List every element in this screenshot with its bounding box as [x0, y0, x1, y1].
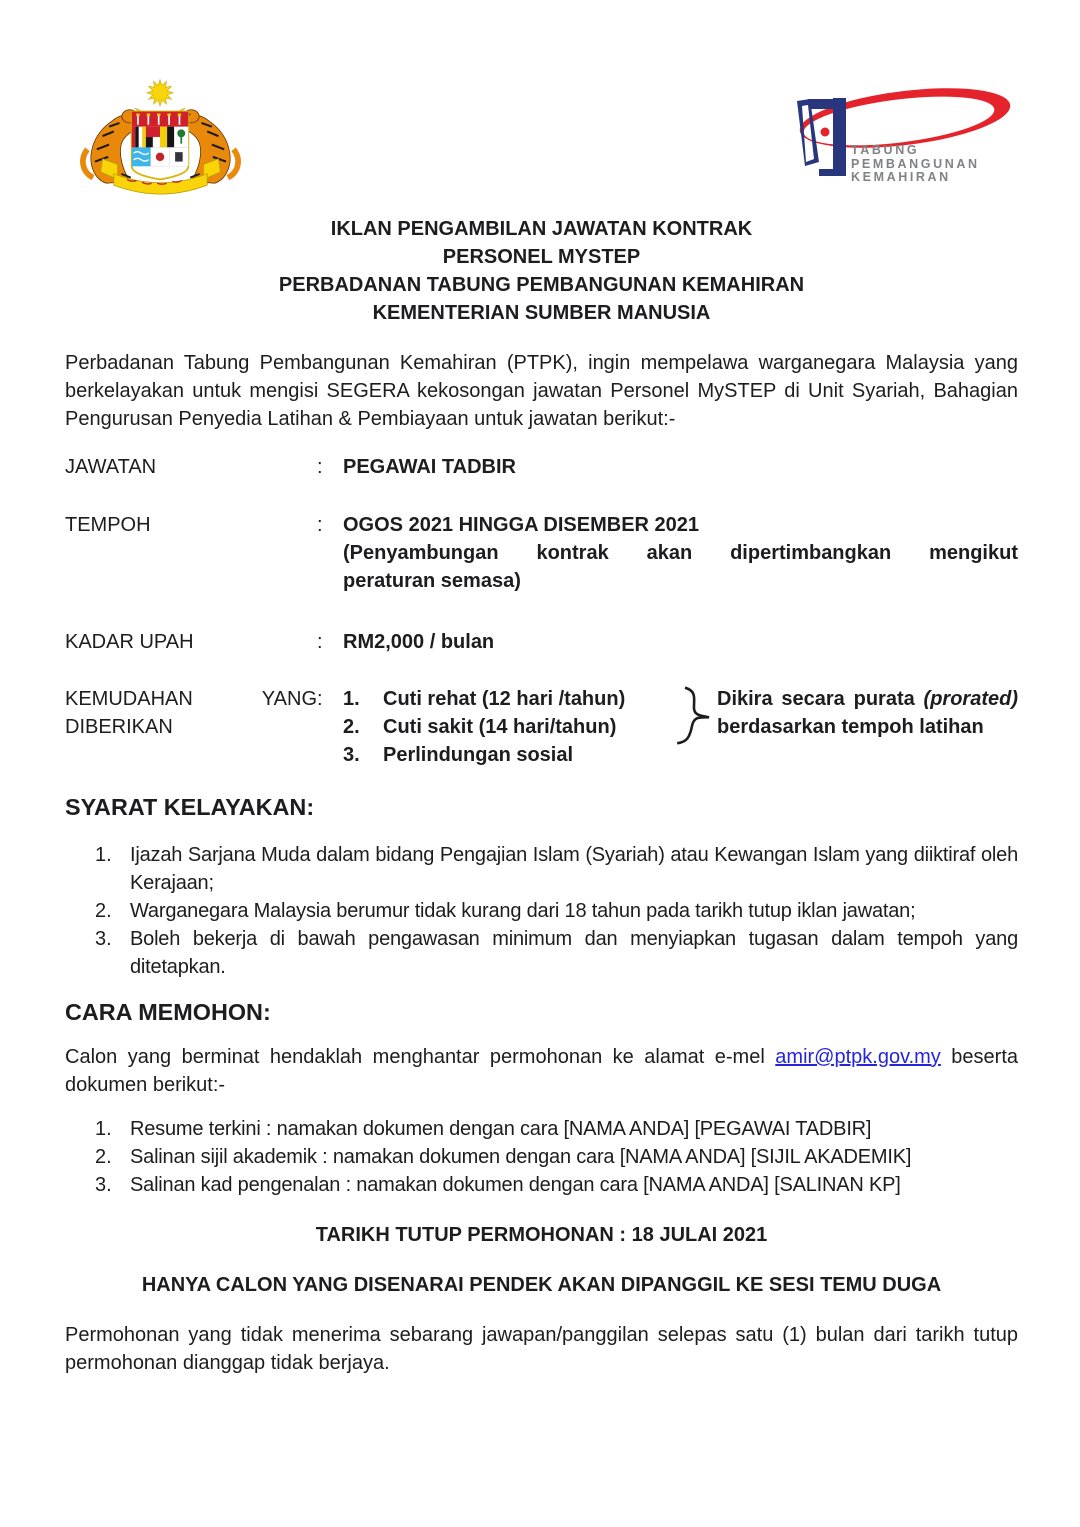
benefit-item	[343, 685, 675, 713]
kadar-upah-colon: :	[317, 631, 323, 653]
document-item-number: 1.	[95, 1118, 112, 1140]
kemudahan-value	[343, 685, 1018, 769]
syarat-item-text: Warganegara Malaysia berumur tidak kurang dari 18 tahun pada tarikh tutup iklan jawatan;	[130, 900, 916, 922]
kemudahan-row	[65, 685, 1018, 769]
doorknob-dot-icon	[821, 128, 830, 137]
title-line-1: IKLAN PENGAMBILAN JAWATAN KONTRAK	[330, 218, 753, 240]
syarat-heading: SYARAT KELAYAKAN:	[65, 794, 315, 820]
syarat-item-number: 1.	[95, 844, 112, 866]
closing-note: Permohonan yang tidak menerima sebarang jawapan/panggilan selepas satu (1) bulan dari tarikh tutup permohonan dianggap tidak berjaya.	[65, 1324, 1018, 1374]
application-text-after-link: beserta dokumen berikut:-	[65, 1046, 1019, 1096]
document-checklist	[65, 1115, 1018, 1199]
document-item-number: 2.	[95, 1146, 112, 1168]
tempoh-note-line1: (Penyambungan kontrak akan dipertimbangkan mengikut	[343, 542, 1018, 564]
malaysia-coat-of-arms-logo	[73, 72, 248, 204]
kemudahan-label: KEMUDAHAN YANG DIBERIKAN	[65, 688, 317, 738]
tempoh-note-line2: peraturan semasa)	[343, 570, 521, 592]
title-line-4: KEMENTERIAN SUMBER MANUSIA	[372, 302, 711, 324]
application-text-before-link: Calon yang berminat hendaklah menghantar permohonan ke alamat e-mel	[65, 1046, 776, 1068]
shortlist-line: HANYA CALON YANG DISENARAI PENDEK AKAN DIPANGGIL KE SESI TEMU DUGA	[141, 1274, 942, 1296]
title-line-3: PERBADANAN TABUNG PEMBANGUNAN KEMAHIRAN	[278, 274, 805, 296]
deadline-line: TARIKH TUTUP PERMOHONAN : 18 JULAI 2021	[315, 1224, 768, 1246]
benefit-brace	[675, 685, 717, 769]
document-item-text: Resume terkini : namakan dokumen dengan cara [NAMA ANDA] [PEGAWAI TADBIR]	[130, 1118, 872, 1140]
syarat-item-number: 2.	[95, 900, 112, 922]
document-title	[65, 215, 1018, 327]
benefit-item-number: 3.	[343, 744, 360, 766]
document-item	[65, 1171, 1018, 1199]
jawatan-row	[65, 453, 1018, 481]
title-line-2: PERSONEL MYSTEP	[442, 246, 641, 268]
syarat-item	[65, 841, 1018, 897]
application-paragraph	[65, 1043, 1018, 1099]
syarat-item-text: Ijazah Sarjana Muda dalam bidang Pengajian Islam (Syariah) atau Kewangan Islam yang diiktiraf oleh Kerajaan;	[130, 844, 1018, 894]
ptpk-text-line1: TABUNG	[851, 143, 920, 157]
benefit-note-text: Dikira secara purata	[717, 688, 924, 710]
benefit-item-number: 2.	[343, 716, 360, 738]
benefit-item-text: Cuti rehat (12 hari /tahun)	[383, 688, 626, 710]
ptpk-text-line3: KEMAHIRAN	[851, 170, 951, 184]
syarat-item	[65, 897, 1018, 925]
kadar-upah-label: KADAR UPAH	[65, 631, 194, 653]
kemudahan-colon: :	[317, 688, 323, 710]
intro-paragraph: Perbadanan Tabung Pembangunan Kemahiran (PTPK), ingin mempelawa warganegara Malaysia yang berkelayakan untuk mengisi SEGERA kekosongan jawatan Personel MySTEP di Unit Syariah, Bahagian Pengurusan Penyedia Latihan & Pembiayaan untuk jawatan berikut:-	[65, 352, 1018, 430]
benefit-item	[343, 713, 675, 741]
benefit-note-text-after: berdasarkan tempoh latihan	[717, 716, 984, 738]
header-logos	[65, 72, 1018, 204]
benefit-item-text: Cuti sakit (14 hari/tahun)	[383, 716, 617, 738]
document-item-text: Salinan kad pengenalan : namakan dokumen dengan cara [NAMA ANDA] [SALINAN KP]	[130, 1174, 901, 1196]
document-item-number: 3.	[95, 1174, 112, 1196]
benefit-list	[343, 685, 675, 769]
syarat-list	[65, 841, 1018, 981]
tempoh-colon: :	[317, 514, 323, 536]
benefit-note	[717, 685, 1018, 769]
benefit-item	[343, 741, 675, 769]
benefit-note-prorated: (prorated)	[923, 688, 1018, 710]
cara-heading: CARA MEMOHON:	[65, 999, 271, 1025]
ptpk-logo	[733, 84, 1013, 194]
jawatan-value: PEGAWAI TADBIR	[343, 456, 516, 478]
benefit-item-number: 1.	[343, 688, 360, 710]
shield-icon	[132, 112, 189, 180]
tempoh-value-line1: OGOS 2021 HINGGA DISEMBER 2021	[343, 514, 700, 536]
tempoh-label: TEMPOH	[65, 514, 151, 536]
tempoh-row	[65, 511, 1018, 595]
kadar-upah-value: RM2,000 / bulan	[343, 631, 495, 653]
ptpk-text-line2: PEMBANGUNAN	[851, 156, 980, 171]
ptpk-logo-text	[851, 144, 980, 185]
document-item-text: Salinan sijil akademik : namakan dokumen dengan cara [NAMA ANDA] [SIJIL AKADEMIK]	[130, 1146, 912, 1168]
jawatan-colon: :	[317, 456, 323, 478]
document-item	[65, 1143, 1018, 1171]
brace-icon	[677, 686, 715, 750]
email-link[interactable]: amir@ptpk.gov.my	[775, 1046, 941, 1068]
syarat-item	[65, 925, 1018, 981]
document-item	[65, 1115, 1018, 1143]
tempoh-value	[343, 511, 1018, 595]
kadar-upah-row	[65, 628, 1018, 656]
jawatan-label: JAWATAN	[65, 456, 157, 478]
syarat-item-number: 3.	[95, 928, 112, 950]
benefit-item-text: Perlindungan sosial	[383, 744, 574, 766]
syarat-item-text: Boleh bekerja di bawah pengawasan minimum dan menyiapkan tugasan dalam tempoh yang ditetapkan.	[130, 928, 1018, 978]
